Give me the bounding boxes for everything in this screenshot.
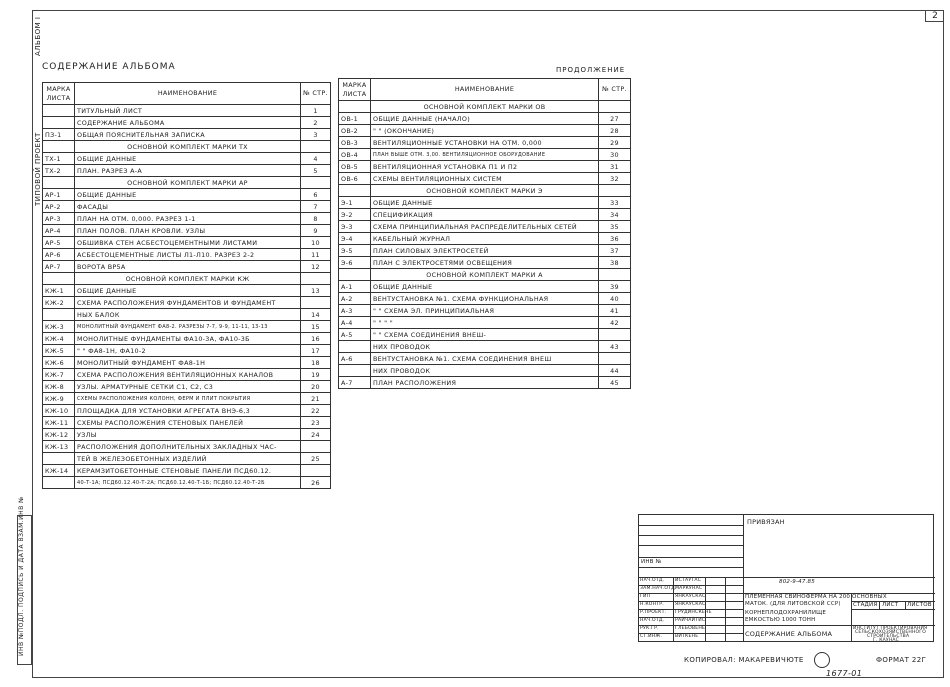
row-code: Э-1 [339, 197, 371, 209]
project-title-1: ПЛЕМЕННАЯ СВИНОФЕРМА НА 200 ОСНОВНЫХ [745, 594, 887, 600]
stamp-role: НАЧ.ОТД. [640, 618, 665, 623]
table-row [339, 125, 631, 137]
row-name: КАБЕЛЬНЫЙ ЖУРНАЛ [371, 233, 599, 245]
row-code: КЖ-10 [43, 405, 75, 417]
table-row [43, 237, 331, 249]
row-code: АР-5 [43, 237, 75, 249]
row-code: ТХ-2 [43, 165, 75, 177]
row-code: КЖ-6 [43, 357, 75, 369]
row-page: 2 [301, 117, 331, 129]
row-page: 32 [599, 173, 631, 185]
row-page: 15 [301, 321, 331, 333]
col-header-name: НАИМЕНОВАНИЕ [371, 79, 599, 101]
page-number: 2 [925, 10, 944, 22]
row-page: 10 [301, 237, 331, 249]
table-row [339, 293, 631, 305]
col-header-code: МАРКА ЛИСТА [339, 79, 371, 101]
table-row [43, 393, 331, 405]
table-row [43, 261, 331, 273]
row-code: КЖ-14 [43, 465, 75, 477]
project-code: 802-9-47.85 [779, 579, 815, 585]
side-project-label: ТИПОВОЙ ПРОЕКТ [34, 132, 42, 206]
row-code: КЖ-2 [43, 297, 75, 309]
row-page: 41 [599, 305, 631, 317]
row-page: 26 [301, 477, 331, 489]
row-name: МОНОЛИТНЫЙ ФУНДАМЕНТ ФА8-2. РАЗРЕЗЫ 7-7, 9-9, 11-11, 13-13 [75, 321, 301, 333]
row-page: 29 [599, 137, 631, 149]
row-name: ВОРОТА ВР5А [75, 261, 301, 273]
table-row [339, 209, 631, 221]
row-page: 37 [599, 245, 631, 257]
row-name: ПЛАН ПОЛОВ. ПЛАН КРОВЛИ. УЗЛЫ [75, 225, 301, 237]
col-header-code: МАРКА ЛИСТА [43, 83, 75, 105]
row-code: КЖ-1 [43, 285, 75, 297]
stamp-name: ВИТКЕНЕ [675, 634, 699, 639]
table-row [43, 177, 331, 189]
row-page: 8 [301, 213, 331, 225]
row-name: СХЕМЫ ВЕНТИЛЯЦИОННЫХ СИСТЕМ [371, 173, 599, 185]
table-row [43, 345, 331, 357]
row-code: ОВ-1 [339, 113, 371, 125]
row-name: " " (ОКОНЧАНИЕ) [371, 125, 599, 137]
stamp-role: ЗАМ.НАЧ.ОТД. [640, 586, 677, 591]
section-heading: ОСНОВНОЙ КОМПЛЕКТ МАРКИ А [371, 269, 599, 281]
row-name: " " СХЕМА ЭЛ. ПРИНЦИПИАЛЬНАЯ [371, 305, 599, 317]
stamp-name: РАЙЧАЙТИС [675, 618, 706, 623]
table-row [43, 321, 331, 333]
row-code: А-6 [339, 353, 371, 365]
row-page: 3 [301, 129, 331, 141]
row-page [301, 441, 331, 453]
row-page: 7 [301, 201, 331, 213]
row-code: КЖ-11 [43, 417, 75, 429]
object-name-1: КОРНЕПЛОДОХРАНИЛИЩЕ [745, 610, 827, 616]
sheet-header: ЛИСТ [882, 602, 899, 608]
row-name: ОБЩИЕ ДАННЫЕ [75, 189, 301, 201]
table-row [339, 341, 631, 353]
row-name: ПЛАН. РАЗРЕЗ А-А [75, 165, 301, 177]
toc-continuation: ПРОДОЛЖЕНИЕ [556, 66, 626, 74]
row-page: 34 [599, 209, 631, 221]
table-row [43, 357, 331, 369]
table-row [43, 129, 331, 141]
toc-table-right [338, 78, 631, 389]
section-heading: ОСНОВНОЙ КОМПЛЕКТ МАРКИ ОВ [371, 101, 599, 113]
row-name: ПЛАН НА ОТМ. 0,000. РАЗРЕЗ 1-1 [75, 213, 301, 225]
row-name: УЗЛЫ. АРМАТУРНЫЕ СЕТКИ С1, С2, С3 [75, 381, 301, 393]
row-page: 22 [301, 405, 331, 417]
stamp-name: ГЛЕБОВЕНЕ [675, 626, 706, 631]
row-name: ОБЩАЯ ПОЯСНИТЕЛЬНАЯ ЗАПИСКА [75, 129, 301, 141]
table-row [43, 417, 331, 429]
row-code: КЖ-8 [43, 381, 75, 393]
row-name: ВЕНТИЛЯЦИОННАЯ УСТАНОВКА П1 И П2 [371, 161, 599, 173]
row-name: УЗЛЫ [75, 429, 301, 441]
table-row [43, 273, 331, 285]
row-code [339, 341, 371, 353]
stamp-name: ЯНКАУСКАС [675, 594, 706, 599]
row-page: 13 [301, 285, 331, 297]
row-code: АР-7 [43, 261, 75, 273]
row-name: " " СХЕМА СОЕДИНЕНИЯ ВНЕШ- [371, 329, 599, 341]
row-code [43, 453, 75, 465]
stamp-role: НАЧ.ОТД. [640, 578, 665, 583]
stamp-name: ЯНКАУСКАС [675, 602, 706, 607]
row-name: ПЛАН СИЛОВЫХ ЭЛЕКТРОСЕТЕЙ [371, 245, 599, 257]
row-page [301, 141, 331, 153]
table-row [43, 297, 331, 309]
row-code [43, 117, 75, 129]
row-code [43, 309, 75, 321]
stamp-name: ИСТАУТАС [675, 578, 702, 583]
row-code: ОВ-3 [339, 137, 371, 149]
row-code [339, 185, 371, 197]
row-page: 25 [301, 453, 331, 465]
table-row [339, 185, 631, 197]
table-row [339, 257, 631, 269]
table-row [43, 429, 331, 441]
row-page: 44 [599, 365, 631, 377]
table-row [43, 405, 331, 417]
section-heading: ОСНОВНОЙ КОМПЛЕКТ МАРКИ АР [75, 177, 301, 189]
table-row [43, 477, 331, 489]
row-page: 5 [301, 165, 331, 177]
row-page [599, 185, 631, 197]
table-row [339, 137, 631, 149]
row-name: ОБЩИЕ ДАННЫЕ (НАЧАЛО) [371, 113, 599, 125]
row-code: А-2 [339, 293, 371, 305]
row-code [43, 105, 75, 117]
section-heading: ОСНОВНОЙ КОМПЛЕКТ МАРКИ Э [371, 185, 599, 197]
row-code: КЖ-5 [43, 345, 75, 357]
row-code: Э-4 [339, 233, 371, 245]
row-page: 31 [599, 161, 631, 173]
row-page: 24 [301, 429, 331, 441]
table-row [43, 165, 331, 177]
row-page [301, 465, 331, 477]
toc-table-left [42, 82, 331, 489]
row-name: ВЕНТУСТАНОВКА №1. СХЕМА ФУНКЦИОНАЛЬНАЯ [371, 293, 599, 305]
row-code: АР-2 [43, 201, 75, 213]
row-name: ТЕЙ В ЖЕЛЕЗОБЕТОННЫХ ИЗДЕЛИЙ [75, 453, 301, 465]
row-code: Э-3 [339, 221, 371, 233]
row-code: КЖ-3 [43, 321, 75, 333]
row-page: 30 [599, 149, 631, 161]
table-row [43, 153, 331, 165]
table-row [339, 101, 631, 113]
row-name: ВЕНТИЛЯЦИОННЫЕ УСТАНОВКИ НА ОТМ. 0,000 [371, 137, 599, 149]
row-page [301, 177, 331, 189]
row-name: МОНОЛИТНЫЕ ФУНДАМЕНТЫ ФА10-3А, ФА10-3Б [75, 333, 301, 345]
org-line-2: СЕЛЬСКОХОЗЯЙСТВЕННОГО [855, 630, 926, 635]
table-row [43, 105, 331, 117]
row-page: 27 [599, 113, 631, 125]
row-page: 16 [301, 333, 331, 345]
row-page: 14 [301, 309, 331, 321]
row-name: СХЕМА ПРИНЦИПИАЛЬНАЯ РАСПРЕДЕЛИТЕЛЬНЫХ СЕТЕЙ [371, 221, 599, 233]
stamp-role: РУК.ГР. [640, 626, 659, 631]
row-page [301, 297, 331, 309]
row-name: КЕРАМЗИТОБЕТОННЫЕ СТЕНОВЫЕ ПАНЕЛИ ПСД60.12. [75, 465, 301, 477]
object-name-2: ЕМКОСТЬЮ 1000 ТОНН [745, 617, 816, 623]
row-name: СПЕЦИФИКАЦИЯ [371, 209, 599, 221]
row-code: А-5 [339, 329, 371, 341]
row-page: 21 [301, 393, 331, 405]
row-page [301, 273, 331, 285]
row-page: 40 [599, 293, 631, 305]
row-name: ОБЩИЕ ДАННЫЕ [371, 281, 599, 293]
signature-mark [814, 652, 830, 668]
row-name: СХЕМЫ РАСПОЛОЖЕНИЯ КОЛОНН, ФЕРМ И ПЛИТ ПОКРЫТИЯ [75, 393, 301, 405]
row-page: 38 [599, 257, 631, 269]
row-name: РАСПОЛОЖЕНИЯ ДОПОЛНИТЕЛЬНЫХ ЗАКЛАДНЫХ ЧАС- [75, 441, 301, 453]
row-code: ОВ-4 [339, 149, 371, 161]
row-page: 17 [301, 345, 331, 357]
table-row [43, 369, 331, 381]
row-code: ОВ-6 [339, 173, 371, 185]
sheet-name: СОДЕРЖАНИЕ АЛЬБОМА [745, 630, 833, 638]
row-name: НЫХ БАЛОК [75, 309, 301, 321]
table-row [339, 245, 631, 257]
row-name: ПЛАН РАСПОЛОЖЕНИЯ [371, 377, 599, 389]
row-page: 43 [599, 341, 631, 353]
row-name: СХЕМЫ РАСПОЛОЖЕНИЯ СТЕНОВЫХ ПАНЕЛЕЙ [75, 417, 301, 429]
table-row [339, 269, 631, 281]
table-row [339, 221, 631, 233]
section-heading: ОСНОВНОЙ КОМПЛЕКТ МАРКИ КЖ [75, 273, 301, 285]
row-name: " " " " [371, 317, 599, 329]
table-row [339, 161, 631, 173]
row-name: ВЕНТУСТАНОВКА №1. СХЕМА СОЕДИНЕНИЯ ВНЕШ [371, 353, 599, 365]
row-code [339, 269, 371, 281]
table-row [43, 249, 331, 261]
row-page: 4 [301, 153, 331, 165]
row-name: ТИТУЛЬНЫЙ ЛИСТ [75, 105, 301, 117]
row-page: 1 [301, 105, 331, 117]
row-page: 28 [599, 125, 631, 137]
row-code: КЖ-12 [43, 429, 75, 441]
copied-by: КОПИРОВАЛ: МАКАРЕВИЧЮТЕ [684, 656, 804, 664]
table-row [43, 465, 331, 477]
row-page: 35 [599, 221, 631, 233]
table-row [339, 317, 631, 329]
col-header-page: № СТР. [301, 83, 331, 105]
stage-header: СТАДИЯ [853, 602, 878, 608]
table-row [339, 197, 631, 209]
table-row [339, 305, 631, 317]
row-page: 18 [301, 357, 331, 369]
row-page [599, 269, 631, 281]
row-page: 23 [301, 417, 331, 429]
row-code: КЖ-13 [43, 441, 75, 453]
row-page: 19 [301, 369, 331, 381]
row-name: НИХ ПРОВОДОК [371, 365, 599, 377]
row-code: А-3 [339, 305, 371, 317]
row-name: ОБЩИЕ ДАННЫЕ [371, 197, 599, 209]
row-page [599, 329, 631, 341]
row-page: 11 [301, 249, 331, 261]
table-row [339, 173, 631, 185]
stamp-name: ГРУДИНСКЕНЕ [675, 610, 712, 615]
row-code: Э-6 [339, 257, 371, 269]
row-code: ОВ-5 [339, 161, 371, 173]
row-code [43, 477, 75, 489]
row-code: КЖ-7 [43, 369, 75, 381]
row-code: КЖ-4 [43, 333, 75, 345]
org-line-3: СТРОИТЕЛЬСТВА [867, 634, 910, 639]
row-name: ПЛАН ВЫШЕ ОТМ. 3,00. ВЕНТИЛЯЦИОННОЕ ОБОРУДОВАНИЕ [371, 149, 599, 161]
row-code: АР-1 [43, 189, 75, 201]
table-row [43, 189, 331, 201]
table-row [339, 329, 631, 341]
table-row [43, 117, 331, 129]
table-row [43, 309, 331, 321]
row-name: ОБШИВКА СТЕН АСБЕСТОЦЕМЕНТНЫМИ ЛИСТАМИ [75, 237, 301, 249]
row-page: 45 [599, 377, 631, 389]
row-name: НИХ ПРОВОДОК [371, 341, 599, 353]
format-label: ФОРМАТ 22Г [876, 656, 927, 664]
title-block [638, 514, 934, 642]
table-row [339, 365, 631, 377]
side-stamp-frame [17, 515, 32, 665]
side-bottom-label: ИНВ №ПОДЛ. ПОДПИСЬ И ДАТА ВЗАМ.ИНВ № [18, 496, 25, 656]
row-page: 12 [301, 261, 331, 273]
row-code [43, 141, 75, 153]
table-row [43, 285, 331, 297]
section-heading: ОСНОВНОЙ КОМПЛЕКТ МАРКИ ТХ [75, 141, 301, 153]
row-name: СОДЕРЖАНИЕ АЛЬБОМА [75, 117, 301, 129]
stamp-role: Р.ПРОЕКТ. [640, 610, 667, 615]
row-name: АСБЕСТОЦЕМЕНТНЫЕ ЛИСТЫ Л1-Л10. РАЗРЕЗ 2-2 [75, 249, 301, 261]
table-row [43, 141, 331, 153]
table-row [43, 453, 331, 465]
privyazan-label: ПРИВЯЗАН [747, 518, 785, 526]
row-code: АР-6 [43, 249, 75, 261]
row-name: МОНОЛИТНЫЙ ФУНДАМЕНТ ФА8-1Н [75, 357, 301, 369]
table-row [339, 149, 631, 161]
stamp-name: МАРКУНАС [675, 586, 703, 591]
table-row [339, 377, 631, 389]
stamp-role: ГИП [640, 594, 651, 599]
table-row [339, 233, 631, 245]
row-page [599, 353, 631, 365]
stamp-role: Н.КОНТР. [640, 602, 664, 607]
row-page: 42 [599, 317, 631, 329]
table-row [43, 441, 331, 453]
org-line-4: Г. КАУНАС [873, 638, 900, 643]
row-code: Э-5 [339, 245, 371, 257]
row-code: КЖ-9 [43, 393, 75, 405]
row-code [339, 365, 371, 377]
table-row [43, 333, 331, 345]
row-code: А-1 [339, 281, 371, 293]
row-page: 36 [599, 233, 631, 245]
table-row [339, 281, 631, 293]
row-page [599, 101, 631, 113]
table-row [43, 381, 331, 393]
row-name: " " ФА8-1Н, ФА10-2 [75, 345, 301, 357]
inv-label: ИНВ № [641, 559, 662, 565]
row-name: ПЛОЩАДКА ДЛЯ УСТАНОВКИ АГРЕГАТА ВНЭ-6,3 [75, 405, 301, 417]
row-name: ОБЩИЕ ДАННЫЕ [75, 285, 301, 297]
row-code [43, 177, 75, 189]
col-header-page: № СТР. [599, 79, 631, 101]
row-name: ПЛАН С ЭЛЕКТРОСЕТЯМИ ОСВЕЩЕНИЯ [371, 257, 599, 269]
table-row [43, 225, 331, 237]
org-line-1: ИНСТИТУТ ПРОЕКТИРОВАНИЯ [853, 626, 928, 631]
row-code: АР-3 [43, 213, 75, 225]
table-row [339, 113, 631, 125]
row-code [339, 101, 371, 113]
table-row [43, 201, 331, 213]
table-row [339, 353, 631, 365]
row-code: Э-2 [339, 209, 371, 221]
row-page: 39 [599, 281, 631, 293]
row-code: А-7 [339, 377, 371, 389]
row-page: 33 [599, 197, 631, 209]
row-name: 40-Т-1А; ПСД60.12.40-Т-2А; ПСД60.12.40-Т-1Б; ПСД60.12.40-Т-2Б [75, 477, 301, 489]
row-code: ПЗ-1 [43, 129, 75, 141]
sheets-header: ЛИСТОВ [907, 602, 932, 608]
toc-title: СОДЕРЖАНИЕ АЛЬБОМА [42, 62, 176, 72]
stamp-role: СТ.ИНЖ. [640, 634, 663, 639]
row-name: ФАСАДЫ [75, 201, 301, 213]
row-page: 20 [301, 381, 331, 393]
row-name: ОБЩИЕ ДАННЫЕ [75, 153, 301, 165]
row-code: АР-4 [43, 225, 75, 237]
row-name: СХЕМА РАСПОЛОЖЕНИЯ ВЕНТИЛЯЦИОННЫХ КАНАЛОВ [75, 369, 301, 381]
row-code: А-4 [339, 317, 371, 329]
side-album-label: АЛЬБОМ I [34, 16, 42, 56]
col-header-name: НАИМЕНОВАНИЕ [75, 83, 301, 105]
row-page: 9 [301, 225, 331, 237]
table-row [43, 213, 331, 225]
row-page: 6 [301, 189, 331, 201]
row-name: СХЕМА РАСПОЛОЖЕНИЯ ФУНДАМЕНТОВ И ФУНДАМЕНТ [75, 297, 301, 309]
row-code: ОВ-2 [339, 125, 371, 137]
project-title-2: МАТОК. (ДЛЯ ЛИТОВСКОЙ ССР) [745, 601, 841, 607]
row-code [43, 273, 75, 285]
doc-number: 1677-01 [826, 669, 863, 678]
row-code: ТХ-1 [43, 153, 75, 165]
